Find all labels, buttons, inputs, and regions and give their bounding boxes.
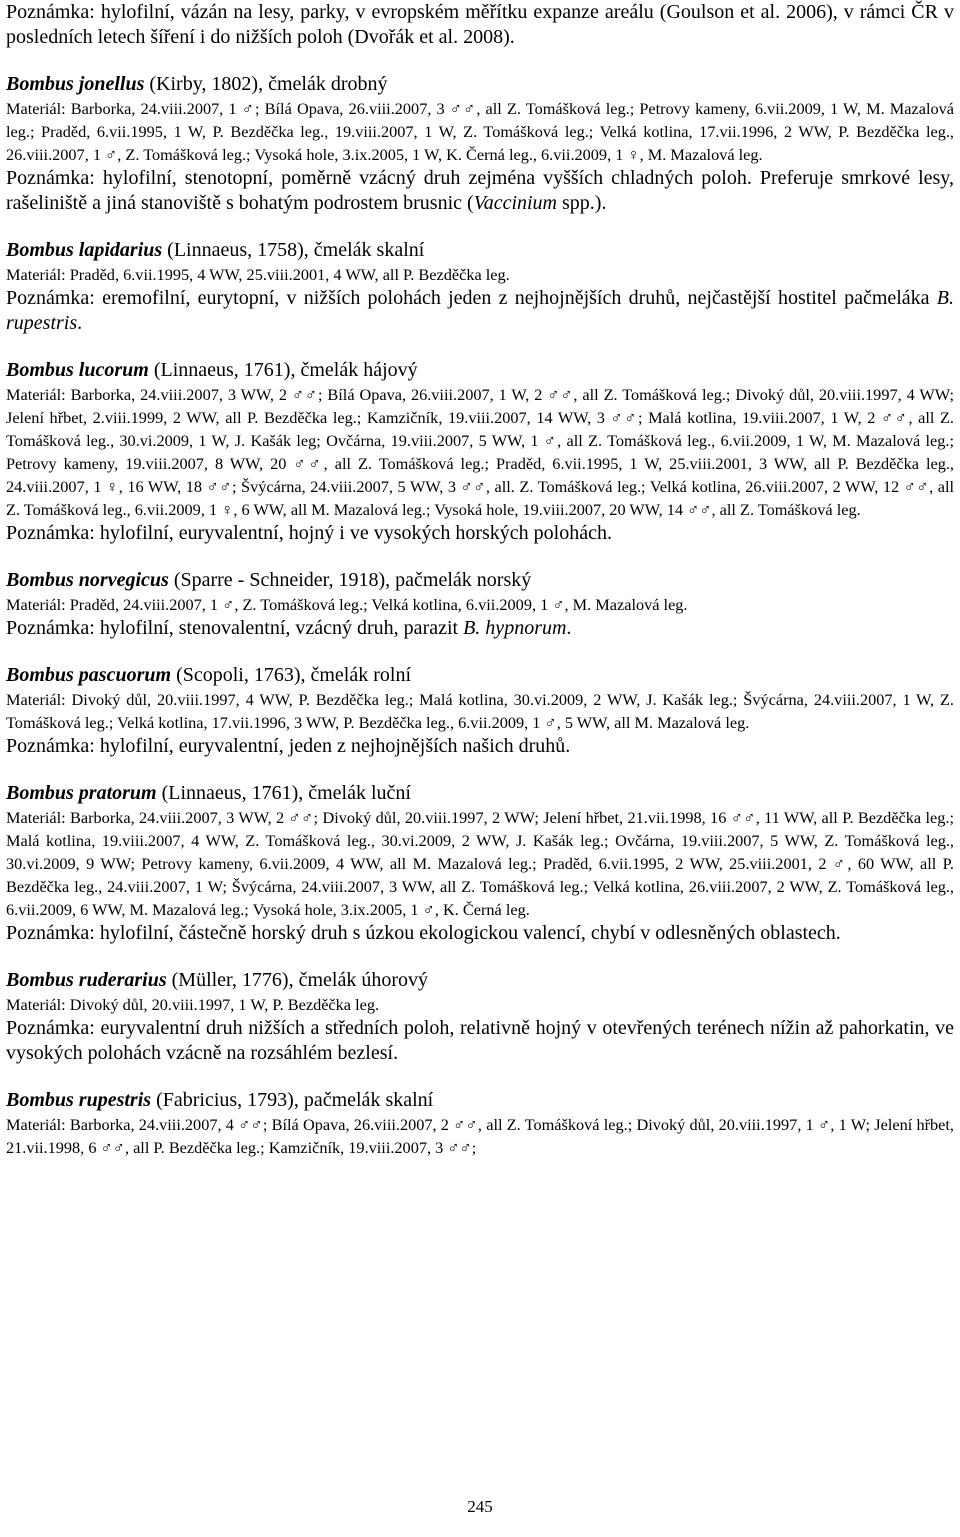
material-paragraph (6, 993, 954, 1016)
paragraph-text: Materiál: Barborka, 24.viii.2007, 1 ♂; Bílá Opava, 26.viii.2007, 3 ♂♂, all Z. Tomášková leg.; Petrovy kameny, 6.vii.2009, 1 W, M. Mazalová leg.; Praděd, 6.vii.1995, 1 W, P. Bezděčka leg., 19.viii.2007, 1 W, Z. Tomášková leg.; Velká kotlina, 17.vii.1996, 2 WW, P. Bezděčka leg., 26.viii.2007, 1 ♂, Z. Tomášková leg.; Vysoká hole, 3.ix.2005, 1 W, K. Černá leg., 6.vii.2009, 1 ♀, M. Mazalová leg. (6, 99, 954, 164)
species-name: Bombus rupestris (6, 1089, 152, 1111)
species-heading (6, 568, 954, 593)
paragraph-tail: . (77, 312, 83, 334)
paragraph-text: Materiál: Praděd, 6.vii.1995, 4 WW, 25.viii.2001, 4 WW, all P. Bezděčka leg. (6, 265, 510, 284)
paragraph-text: Poznámka: hylofilní, částečně horský druh s úzkou ekologickou valencí, chybí v odlesněných oblastech. (6, 922, 841, 944)
italic-taxon: Vaccinium (473, 192, 557, 214)
material-paragraph (6, 97, 954, 166)
species-author: (Linnaeus, 1761), čmelák hájový (148, 359, 418, 381)
species-name: Bombus pascuorum (6, 664, 172, 686)
italic-taxon: B. rupestris (6, 287, 954, 334)
paragraph-text: Materiál: Barborka, 24.viii.2007, 3 WW, 2 ♂♂; Bílá Opava, 26.viii.2007, 1 W, 2 ♂♂, all Z. Tomášková leg.; Divoký důl, 20.viii.1997, 4 WW; Jelení hřbet, 2.viii.1999, 2 WW, all P. Bezděčka leg.; Kamzičník, 19.viii.2007, 14 WW, 3 ♂♂; Malá kotlina, 19.viii.2007, 1 W, 2 ♂♂, all Z. Tomášková leg., 30.vi.2009, 1 W, J. Kašák leg; Ovčárna, 19.viii.2007, 5 WW, 1 ♂, all Z. Tomášková leg., 6.vii.2009, 1 W, M. Mazalová leg.; Petrovy kameny, 19.viii.2007, 8 WW, 20 ♂♂, all Z. Tomášková leg.; Praděd, 6.vii.1995, 1 W, 25.viii.2001, 3 WW, all P. Bezděčka leg., 24.viii.2007, 1 ♀, 16 WW, 18 ♂♂; Švýcárna, 24.viii.2007, 5 WW, 3 ♂♂, all. Z. Tomášková leg.; Velká kotlina, 26.viii.2007, 2 WW, 12 ♂♂, all Z. Tomášková leg., 6.vii.2009, 1 ♀, 6 WW, all M. Mazalová leg.; Vysoká hole, 19.viii.2007, 20 WW, 14 ♂♂, all Z. Tomášková leg. (6, 385, 954, 519)
italic-taxon: B. hypnorum (463, 617, 567, 639)
paragraph-text: Materiál: Barborka, 24.viii.2007, 3 WW, 2 ♂♂; Divoký důl, 20.viii.1997, 2 WW; Jelení hřbet, 21.vii.1998, 16 ♂♂, 11 WW, all P. Bezděčka leg.; Malá kotlina, 19.viii.2007, 4 WW, Z. Tomášková leg., 30.vi.2009, 2 WW, J. Kašák leg.; Ovčárna, 19.viii.2007, 5 WW, Z. Tomášková leg., 30.vi.2009, 9 WW; Petrovy kameny, 6.vii.2009, 4 WW, all M. Mazalová leg.; Praděd, 6.vii.1995, 2 WW, 25.viii.2001, 2 ♂, 60 WW, all P. Bezděčka leg., 24.viii.2007, 1 W; Švýcárna, 24.viii.2007, 3 WW, all Z. Tomášková leg.; Velká kotlina, 26.viii.2007, 2 WW, Z. Tomášková leg., 6.vii.2009, 6 WW, M. Mazalová leg.; Vysoká hole, 3.ix.2005, 1 ♂, K. Černá leg. (6, 808, 954, 919)
species-author: (Kirby, 1802), čmelák drobný (144, 73, 388, 95)
note-paragraph (6, 286, 954, 336)
species-name: Bombus lapidarius (6, 239, 163, 261)
species-heading (6, 358, 954, 383)
document-page (6, 0, 954, 1159)
species-name: Bombus lucorum (6, 359, 149, 381)
paragraph-text: Poznámka: hylofilní, euryvalentní, hojný i ve vysokých horských polohách. (6, 522, 612, 544)
page-number: 245 (467, 1497, 493, 1516)
species-heading (6, 1088, 954, 1113)
note-paragraph (6, 166, 954, 216)
species-name: Bombus jonellus (6, 73, 145, 95)
material-paragraph (6, 688, 954, 734)
note-paragraph (6, 0, 954, 50)
note-paragraph (6, 921, 954, 946)
species-author: (Fabricius, 1793), pačmelák skalní (151, 1089, 434, 1111)
species-name: Bombus ruderarius (6, 969, 167, 991)
paragraph-text: Poznámka: euryvalentní druh nižších a středních poloh, relativně hojný v otevřených terénech nížin až pahorkatin, ve vysokých polohách vzácně na rozsáhlém bezlesí. (6, 1017, 954, 1064)
species-author: (Linnaeus, 1761), čmelák luční (156, 782, 411, 804)
paragraph-text: Materiál: Barborka, 24.viii.2007, 4 ♂♂; Bílá Opava, 26.viii.2007, 2 ♂♂, all Z. Tomášková leg.; Divoký důl, 20.viii.1997, 1 ♂, 1 W; Jelení hřbet, 21.vii.1998, 6 ♂♂, all P. Bezděčka leg.; Kamzičník, 19.viii.2007, 3 ♂♂; (6, 1115, 954, 1157)
paragraph-tail: . (566, 617, 572, 639)
paragraph-text: Poznámka: hylofilní, vázán na lesy, parky, v evropském měřítku expanze areálu (Goulson et al. 2006), v rámci ČR v posledních letech šíření i do nižších poloh (Dvořák et al. 2008). (6, 1, 954, 48)
species-name: Bombus norvegicus (6, 569, 169, 591)
paragraph-text: Poznámka: hylofilní, stenotopní, poměrně vzácný druh zejména vyšších chladných poloh. Preferuje smrkové lesy, rašeliniště a jiná stanoviště s bohatým podrostem brusnic ( (6, 167, 954, 214)
material-paragraph (6, 383, 954, 521)
paragraph-text: Poznámka: eremofilní, eurytopní, v nižších polohách jeden z nejhojnějších druhů, nejčastější hostitel pačmeláka (6, 287, 937, 309)
material-paragraph (6, 1113, 954, 1159)
paragraph-tail: spp.). (557, 192, 607, 214)
note-paragraph (6, 1016, 954, 1066)
material-paragraph (6, 593, 954, 616)
species-author: (Sparre - Schneider, 1918), pačmelák norský (168, 569, 532, 591)
species-heading (6, 663, 954, 688)
paragraph-text: Materiál: Divoký důl, 20.viii.1997, 4 WW, P. Bezděčka leg.; Malá kotlina, 30.vi.2009, 2 WW, J. Kašák leg.; Švýcárna, 24.viii.2007, 1 W, Z. Tomášková leg.; Velká kotlina, 17.vii.1996, 3 WW, P. Bezděčka leg., 6.vii.2009, 1 ♂, 5 WW, all M. Mazalová leg. (6, 690, 954, 732)
species-name: Bombus pratorum (6, 782, 157, 804)
species-heading (6, 72, 954, 97)
note-paragraph (6, 616, 954, 641)
species-heading (6, 781, 954, 806)
species-author: (Linnaeus, 1758), čmelák skalní (162, 239, 425, 261)
species-heading (6, 238, 954, 263)
material-paragraph (6, 806, 954, 921)
note-paragraph (6, 521, 954, 546)
note-paragraph (6, 734, 954, 759)
paragraph-text: Materiál: Divoký důl, 20.viii.1997, 1 W, P. Bezděčka leg. (6, 995, 380, 1014)
material-paragraph (6, 263, 954, 286)
paragraph-text: Materiál: Praděd, 24.viii.2007, 1 ♂, Z. Tomášková leg.; Velká kotlina, 6.vii.2009, 1 ♂, M. Mazalová leg. (6, 595, 688, 614)
paragraph-text: Poznámka: hylofilní, stenovalentní, vzácný druh, parazit (6, 617, 464, 639)
paragraph-text: Poznámka: hylofilní, euryvalentní, jeden z nejhojnějších našich druhů. (6, 735, 571, 757)
species-heading (6, 968, 954, 993)
species-author: (Müller, 1776), čmelák úhorový (166, 969, 428, 991)
species-author: (Scopoli, 1763), čmelák rolní (171, 664, 412, 686)
